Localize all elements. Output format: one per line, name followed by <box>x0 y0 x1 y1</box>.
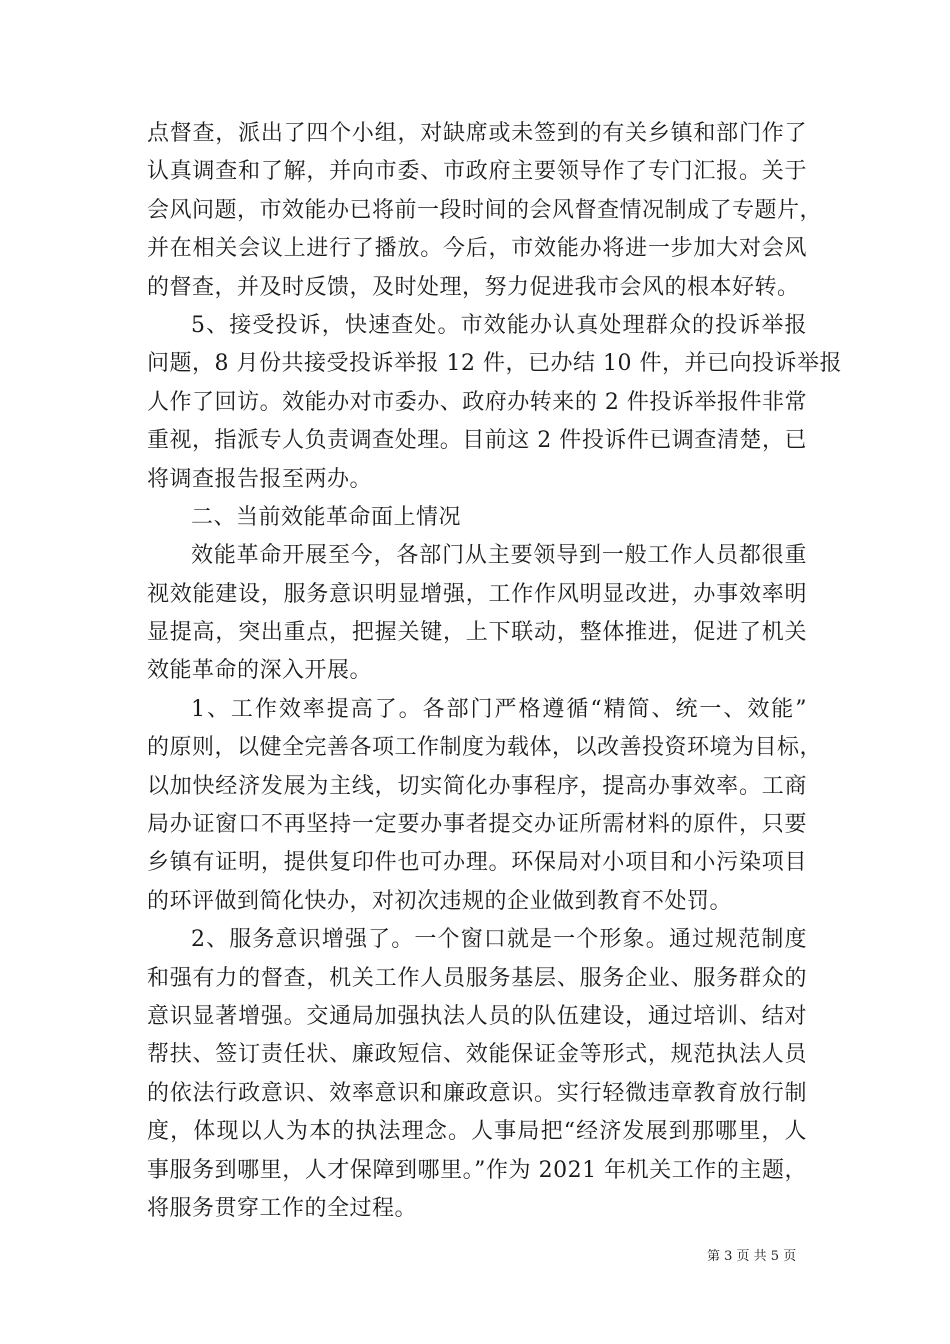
text-line: 将服务贯穿工作的全过程。 <box>147 1195 418 1221</box>
text-line: 5、接受投诉，快速查处。市效能办认真处理群众的投诉举报 <box>191 312 807 338</box>
text-line: 问题，8 月份共接受投诉举报 12 件，已办结 10 件，并已向投诉举报 <box>147 351 842 377</box>
text-line: 局办证窗口不再坚持一定要办事者提交办证所需材料的原件，只要 <box>147 812 807 838</box>
text-line: 人作了回访。效能办对市委办、政府办转来的 2 件投诉举报件非常 <box>147 389 807 415</box>
text-line: 效能革命开展至今，各部门从主要领导到一般工作人员都很重 <box>191 543 807 569</box>
text-line: 乡镇有证明，提供复印件也可办理。环保局对小项目和小污染项目 <box>147 850 807 876</box>
text-line: 重视，指派专人负责调查处理。目前这 2 件投诉件已调查清楚，已 <box>147 428 807 454</box>
section-heading: 二、当前效能革命面上情况 <box>191 504 462 530</box>
text-line: 的环评做到简化快办，对初次违规的企业做到教育不处罚。 <box>147 888 733 914</box>
text-line: 和强有力的督查，机关工作人员服务基层、服务企业、服务群众的 <box>147 965 807 991</box>
text-line: 效能革命的深入开展。 <box>147 658 373 684</box>
text-line: 事服务到哪里，人才保障到哪里。”作为 2021 年机关工作的主题， <box>147 1157 807 1183</box>
text-line: 度，体现以人为本的执法理念。人事局把“经济发展到那哪里，人 <box>147 1119 807 1145</box>
text-line: 的原则，以健全完善各项工作制度为载体，以改善投资环境为目标， <box>147 735 823 761</box>
text-line: 的依法行政意识、效率意识和廉政意识。实行轻微违章教育放行制 <box>147 1080 807 1106</box>
text-line: 帮扶、签订责任状、廉政短信、效能保证金等形式，规范执法人员 <box>147 1042 807 1068</box>
text-line: 显提高，突出重点，把握关键，上下联动，整体推进，促进了机关 <box>147 620 807 646</box>
text-line: 并在相关会议上进行了播放。今后，市效能办将进一步加大对会风 <box>147 236 807 262</box>
page-number-footer: 第 3 页 共 5 页 <box>707 1249 797 1264</box>
text-line: 认真调查和了解，并向市委、市政府主要领导作了专门汇报。关于 <box>147 159 807 185</box>
text-line: 会风问题，市效能办已将前一段时间的会风督查情况制成了专题片， <box>147 197 823 223</box>
document-body <box>147 115 842 1228</box>
text-line: 点督查，派出了四个小组，对缺席或未签到的有关乡镇和部门作了 <box>147 121 807 146</box>
text-line: 将调查报告报至两办。 <box>147 466 373 492</box>
text-line: 1、工作效率提高了。各部门严格遵循“精简、统一、效能” <box>191 696 807 722</box>
text-line: 2、服务意识增强了。一个窗口就是一个形象。通过规范制度 <box>191 927 807 953</box>
text-line: 的督查，并及时反馈，及时处理，努力促进我市会风的根本好转。 <box>147 274 800 300</box>
text-line: 视效能建设，服务意识明显增强，工作作风明显改进，办事效率明 <box>147 581 807 607</box>
text-line: 以加快经济发展为主线，切实简化办事程序，提高办事效率。工商 <box>147 773 807 799</box>
text-line: 意识显著增强。交通局加强执法人员的队伍建设，通过培训、结对 <box>147 1003 807 1029</box>
